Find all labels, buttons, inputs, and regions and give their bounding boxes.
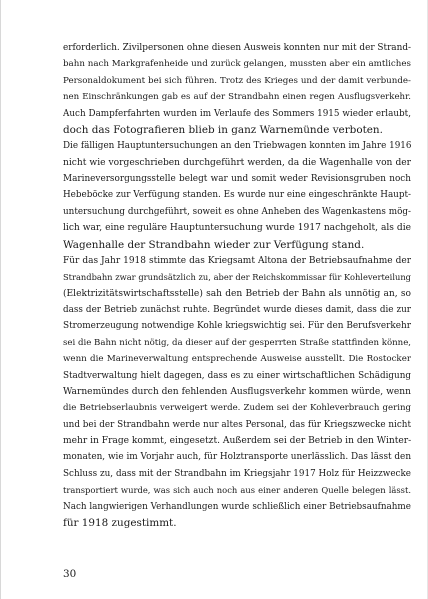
- text-line: Für das Jahr 1918 stimmte das Kriegsamt Altona der Betriebsaufnahme der: [63, 255, 411, 266]
- text-line: Stromerzeugung notwendige Kohle kriegswichtig sei. Für den Berufsverkehr: [63, 321, 411, 332]
- text-line: wenn die Marineverwaltung entsprechende Ausweise ausstellt. Die Rostocker: [63, 354, 411, 365]
- text-line: Wagenhalle der Strandbahn wieder zur Verfügung stand.: [63, 238, 365, 251]
- text-line: mehr in Frage kommt, eingesetzt. Außerdem sei der Betrieb in den Winter-: [63, 436, 411, 446]
- text-line: die Betriebserlaubnis verweigert werde. Zudem sei der Kohleverbrauch gering: [63, 403, 411, 414]
- paragraph: [63, 253, 411, 531]
- text-line: Warnemündes durch den fehlenden Ausflugsverkehr kommen würde, wenn: [63, 386, 411, 397]
- text-line: dass der Betrieb zunächst ruhte. Begründet wurde dieses damit, dass die zur: [63, 305, 411, 315]
- paragraph: [63, 138, 411, 253]
- body-text: [63, 40, 411, 531]
- text-line: für 1918 zugestimmt.: [63, 516, 177, 529]
- text-line: monaten, wie im Vorjahr auch, für Holztransporte unerlässlich. Das lässt den: [63, 452, 411, 463]
- text-line: Strandbahn zwar grundsätzlich zu, aber der Reichskommissar für Kohleverteilung: [63, 272, 411, 283]
- text-line: nen Einschränkungen gab es auf der Strandbahn einen regen Ausflugsverkehr.: [63, 92, 411, 103]
- text-line: bahn nach Markgrafenheide und zurück gelangen, mussten aber ein amtliches: [63, 59, 411, 70]
- text-line: doch das Fotografieren blieb in ganz Warnemünde verboten.: [63, 123, 383, 136]
- text-line: (Elektrizitätswirtschaftsstelle) sah den Betrieb der Bahn als unnötig an, so: [63, 288, 411, 299]
- text-line: transportiert wurde, was sich auch noch aus einer anderen Quelle belegen lässt.: [63, 485, 411, 496]
- text-line: untersuchung durchgeführt, soweit es ohne Anheben des Wagenkastens mög-: [63, 206, 411, 217]
- text-line: Personaldokument bei sich führen. Trotz des Krieges und der damit verbunde-: [63, 75, 411, 86]
- text-line: und bei der Strandbahn werde nur altes Personal, das für Kriegszwecke nicht: [63, 419, 411, 430]
- text-line: Stadtverwaltung hielt dagegen, dass es zu einer wirtschaftlichen Schädigung: [63, 370, 411, 381]
- page-number: 30: [63, 568, 77, 580]
- text-line: nicht wie vorgeschrieben durchgeführt werden, da die Wagenhalle von der: [63, 157, 411, 168]
- text-line: Schluss zu, dass mit der Strandbahn im Kriegsjahr 1917 Holz für Heizzwecke: [63, 468, 411, 479]
- text-line: Auch Dampferfahrten wurden im Verlaufe des Sommers 1915 wieder erlaubt,: [63, 108, 411, 119]
- text-line: erforderlich. Zivilpersonen ohne diesen Ausweis konnten nur mit der Strand-: [63, 43, 411, 53]
- text-line: Hebeböcke zur Verfügung standen. Es wurde nur eine eingeschränkte Haupt-: [63, 190, 411, 201]
- text-line: Die fälligen Hauptuntersuchungen an den Triebwagen konnten im Jahre 1916: [63, 141, 411, 152]
- text-line: sei die Bahn nicht nötig, da dieser auf der gesperrten Straße stattfinden könne,: [63, 337, 411, 348]
- text-line: Marineversorgungsstelle belegt war und somit weder Revisionsgruben noch: [63, 174, 411, 184]
- paragraph: [63, 40, 411, 138]
- text-line: Nach langwierigen Verhandlungen wurde schließlich einer Betriebsaufnahme: [63, 501, 411, 512]
- text-line: lich war, eine reguläre Hauptuntersuchung wurde 1917 nachgeholt, als die: [63, 223, 411, 234]
